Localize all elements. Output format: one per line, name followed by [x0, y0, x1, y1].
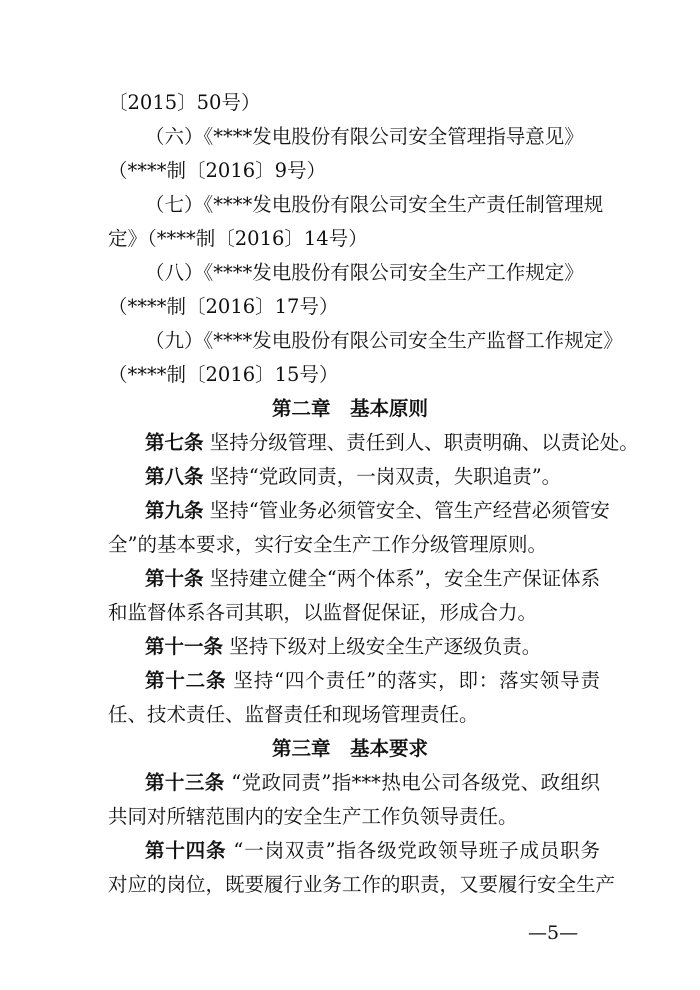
text-line: 任、技术责任、监督责任和现场管理责任。	[108, 703, 479, 726]
article	[145, 666, 600, 696]
chapter-heading: 第三章 基本要求	[271, 737, 428, 760]
article	[145, 632, 600, 662]
chapter-heading: 第二章 基本原则	[271, 397, 428, 420]
article-text: “一岗双责”指各级党政领导班子成员职务	[233, 839, 600, 862]
article-text: 坚持“管业务必须管安全、管生产经营必须管安	[209, 499, 610, 522]
article-label: 第十四条	[145, 839, 227, 862]
text-line: 和监督体系各司其职，以监督促保证，形成合力。	[108, 601, 538, 624]
text-line: （****制〔2016〕17号）	[108, 295, 339, 318]
article-text: 坚持“四个责任”的落实，即：落实领导责	[233, 669, 600, 692]
article-text: 坚持“党政同责，一岗双责，失职追责”。	[209, 465, 562, 488]
article	[145, 496, 610, 526]
article	[145, 836, 600, 866]
article	[145, 462, 600, 492]
article	[145, 768, 600, 798]
text-line: （****制〔2016〕9号）	[108, 159, 327, 182]
article-label: 第十二条	[145, 669, 227, 692]
text-line: 共同对所辖范围内的安全生产工作负领导责任。	[108, 805, 518, 828]
text-line: 〔2015〕50号）	[108, 91, 261, 114]
article-text: “党政同责”指***热电公司各级党、政组织	[231, 771, 600, 794]
page-number: —5—	[528, 922, 579, 944]
article-label: 第十条	[145, 567, 204, 590]
article-label: 第十三条	[145, 771, 225, 794]
text-line: 定》（****制〔2016〕14号）	[108, 227, 368, 250]
article-text: 坚持分级管理、责任到人、职责明确、以责论处。	[209, 431, 639, 454]
text-line: 对应的岗位，既要履行业务工作的职责，又要履行安全生产	[108, 873, 616, 896]
text-line: （六）《****发电股份有限公司安全管理指导意见》	[145, 125, 584, 148]
article	[145, 564, 600, 594]
text-line: （八）《****发电股份有限公司安全生产工作规定》	[145, 261, 584, 284]
article-label: 第十一条	[145, 635, 224, 658]
text-line: （九）《****发电股份有限公司安全生产监督工作规定》	[145, 329, 623, 352]
article	[145, 428, 639, 458]
article-label: 第八条	[145, 465, 204, 488]
article-text: 坚持建立健全“两个体系”，安全生产保证体系	[209, 567, 601, 590]
article-label: 第七条	[145, 431, 204, 454]
article-text: 坚持下级对上级安全生产逐级负责。	[229, 635, 542, 658]
article-label: 第九条	[145, 499, 204, 522]
text-line: （七）《****发电股份有限公司安全生产责任制管理规	[145, 193, 604, 216]
text-line: 全”的基本要求，实行安全生产工作分级管理原则。	[108, 533, 547, 556]
text-line: （****制〔2016〕15号）	[108, 363, 339, 386]
